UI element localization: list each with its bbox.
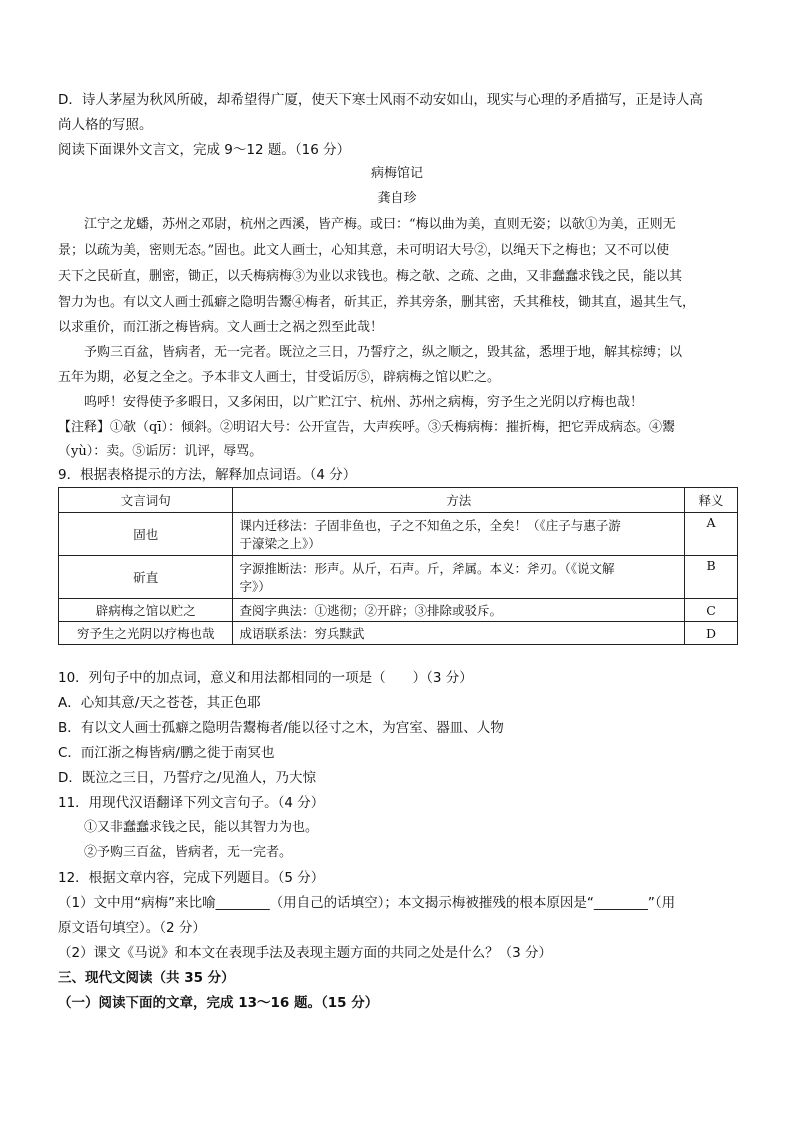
passage-author: 龚自珍 (377, 191, 417, 206)
option-d-line2: 尚人格的写照。 (58, 117, 153, 133)
passage-title: 病梅馆记 (370, 166, 423, 181)
passage-p3: 呜呼！安得使予多暇日，又多闲田，以广贮江宁、杭州、苏州之病梅，穷予生之光阴以疗梅也哉！ (84, 395, 644, 410)
row-method-line2: 于濠梁之上》） (239, 536, 321, 551)
option-d-line1: D．诗人茅屋为秋风所破，却希望得广厦，使天下寒士风雨不动安如山，现实与心理的矛盾描写，正是诗人高 (58, 92, 703, 108)
q11-stem: 11．用现代汉语翻译下列文言句子。（4 分） (58, 795, 325, 811)
section3-title: 三、现代文阅读（共 35 分） (58, 970, 235, 986)
row-answer: D (685, 622, 738, 645)
passage-p2-line: 五年为期，必复之全之。予本非文人画士，甘受诟厉⑤，辟病梅之馆以贮之。 (58, 370, 501, 385)
row-method: 查阅字典法：①逃彻；②开辟；③排除或驳斥。 (233, 599, 685, 622)
header-phrase: 文言词句 (59, 488, 233, 513)
q11-item-1: ①又非蠢蠢求钱之民，能以其智力为也。 (84, 820, 319, 835)
passage-p2-line: 予购三百盆，皆病者，无一完者。既泣之三日，乃誓疗之，纵之顺之，毁其盆，悉埋于地，解其棕缚；以 (84, 345, 683, 360)
q9-methods-table (58, 487, 738, 645)
passage-p1-line: 智力为也。有以文人画士孤癖之隐明告鬻④梅者，斫其正，养其旁条，删其密，夭其稚枝，锄其直，遏其生气， (58, 295, 696, 310)
row-method-line1: 字源推断法：形声。从斤，石声。斤，斧属。本义：斧刃。（《说文解 (239, 561, 615, 576)
q10-stem: 10．列句子中的加点词，意义和用法都相同的一项是（ ）（3 分） (58, 670, 473, 686)
row-method-line1: 课内迁移法：子固非鱼也，子之不知鱼之乐，全矣！（《庄子与惠子游 (239, 518, 621, 533)
passage-p1-line: 天下之民斫直，删密，锄正，以夭梅病梅③为业以求钱也。梅之欹、之疏、之曲，又非蠢蠢求钱之民，能以其 (58, 269, 683, 284)
passage-p1-line: 江宁之龙蟠，苏州之邓尉，杭州之西溪，皆产梅。或曰：“梅以曲为美，直则无姿；以欹①为美，正则无 (84, 217, 676, 232)
reading-intro: 阅读下面课外文言文，完成 9～12 题。（16 分） (58, 142, 351, 158)
row-answer: A (685, 513, 738, 556)
q11-item-2: ②予购三百盆，皆病者，无一完者。 (84, 845, 293, 860)
row-method-line2: 字》） (239, 579, 271, 594)
q12-sub1-line2: 原文语句填空）。（2 分） (58, 920, 206, 936)
passage-p1-line: 景；以疏为美，密则无态。”固也。此文人画士，心知其意，未可明诏大号②，以绳天下之梅也；又不可以使 (58, 243, 670, 258)
row-method (233, 556, 685, 599)
q9-stem: 9．根据表格提示的方法，解释加点词语。（4 分） (58, 467, 357, 483)
row-answer: C (685, 599, 738, 622)
q10-option-c: C．而江浙之梅皆病/鹏之徙于南冥也 (58, 745, 275, 761)
q12-sub1-line1: （1）文中用“病梅”来比喻________（用自己的话填空）；本文揭示梅被摧残的根本原因是“________”（用 (58, 895, 676, 911)
row-method: 成语联系法：穷兵黩武 (233, 622, 685, 645)
header-meaning: 释义 (685, 488, 738, 513)
row-phrase: 固也 (59, 513, 233, 556)
row-phrase: 穷予生之光阴以疗梅也哉 (59, 622, 233, 645)
q10-option-b: B．有以文人画士孤癖之隐明告鬻梅者/能以径寸之木，为宫室、器皿、人物 (58, 720, 504, 736)
passage-notes-line2: （yù）：卖。⑤诟厉：讥评，辱骂。 (58, 444, 263, 459)
passage-p1-line: 以求重价，而江浙之梅皆病。文人画士之祸之烈至此哉！ (58, 320, 384, 335)
table-row (59, 556, 738, 599)
q10-option-a: A．心知其意/天之苍苍，其正色耶 (58, 695, 261, 711)
row-phrase: 辟病梅之馆以贮之 (59, 599, 233, 622)
row-answer: B (685, 556, 738, 599)
table-row (59, 513, 738, 556)
table-row (59, 599, 738, 622)
row-phrase: 斫直 (59, 556, 233, 599)
passage-notes-line1: 【注释】①欹（qī）：倾斜。②明诏大号：公开宣告，大声疾呼。③夭梅病梅：摧折梅，把它弄成病态。④鬻 (58, 420, 675, 435)
q12-stem: 12．根据文章内容，完成下列题目。（5 分） (58, 870, 325, 886)
header-method: 方法 (233, 488, 685, 513)
section3-subsection: （一）阅读下面的文章，完成 13～16 题。（15 分） (58, 995, 379, 1011)
table-header-row (59, 488, 738, 513)
q12-sub2: （2）课文《马说》和本文在表现手法及表现主题方面的共同之处是什么？（3 分） (58, 945, 552, 961)
row-method (233, 513, 685, 556)
q10-option-d: D．既泣之三日，乃誓疗之/见渔人，乃大惊 (58, 770, 316, 786)
table-row (59, 622, 738, 645)
